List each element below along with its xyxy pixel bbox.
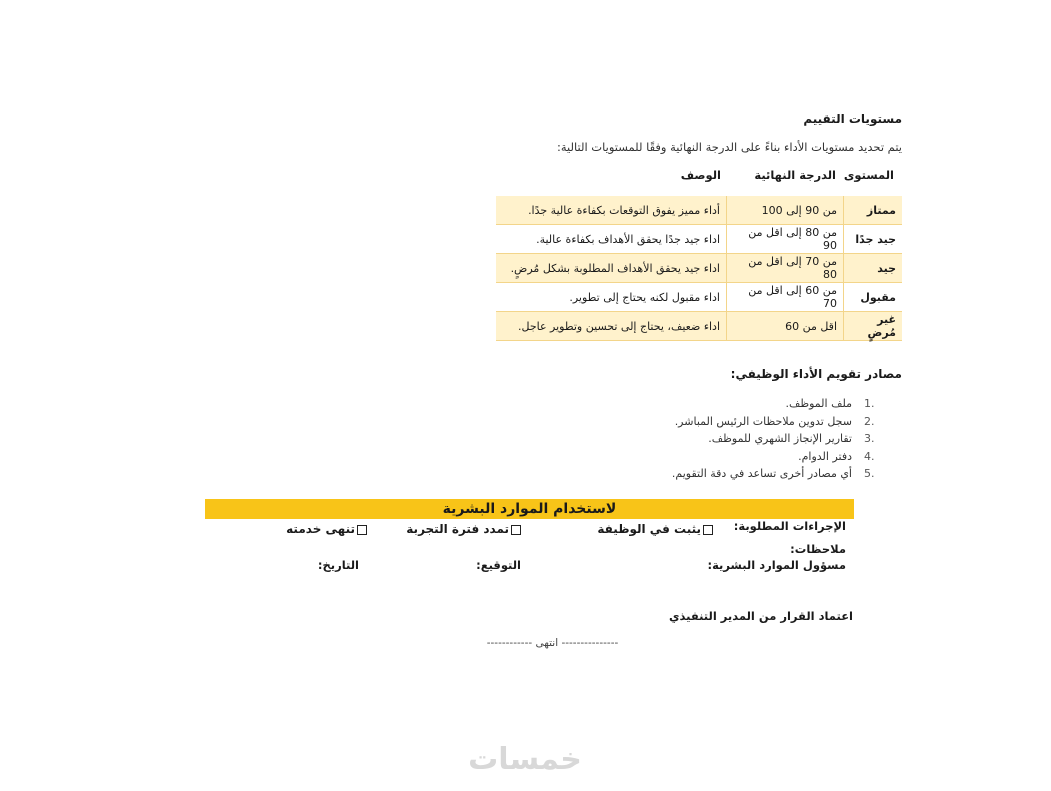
list-item: [560, 448, 880, 466]
header-desc: الوصف: [680, 168, 721, 182]
desc-cell: اداء جيد جدًا يحقق الأهداف بكفاءة عالية.: [496, 225, 727, 254]
level-cell: مقبول: [844, 283, 903, 312]
level-cell: جيد: [844, 254, 903, 283]
desc-cell: اداء جيد يحقق الأهداف المطلوبة بشكل مُرضٍ.: [496, 254, 727, 283]
desc-cell: اداء ضعيف، يحتاج إلى تحسين وتطوير عاجل.: [496, 312, 727, 341]
item-text: سجل تدوين ملاحظات الرئيس المباشر.: [674, 414, 852, 428]
checkbox-icon[interactable]: [703, 525, 713, 535]
desc-cell: أداء مميز يفوق التوقعات بكفاءة عالية جدًا.: [496, 196, 727, 225]
header-grade: الدرجة النهائية: [754, 168, 836, 182]
notes-label: ملاحظات:: [790, 542, 846, 556]
evaluation-intro: يتم تحديد مستويات الأداء بناءً على الدرجة النهائية وفقًا للمستويات التالية:: [556, 140, 902, 154]
option-confirm-label: يثبت في الوظيفة: [597, 522, 701, 536]
table-row: [496, 254, 902, 283]
grade-cell: من 80 إلى اقل من 90: [727, 225, 844, 254]
signature-label: التوقيع:: [476, 558, 521, 572]
evaluation-title: مستويات التقييم: [803, 112, 902, 126]
level-cell: غير مُرضٍ: [844, 312, 903, 341]
table-row: [496, 312, 902, 341]
table-row: [496, 283, 902, 312]
header-level: المستوى: [843, 168, 894, 182]
list-item: [560, 430, 880, 448]
levels-table-header: [496, 166, 902, 186]
item-number: .3: [864, 432, 875, 445]
item-number: .2: [864, 414, 875, 428]
hr-section-bar: لاستخدام الموارد البشرية: [205, 499, 854, 519]
grade-cell: من 60 إلى اقل من 70: [727, 283, 844, 312]
sources-title: مصادر تقويم الأداء الوظيفي:: [730, 367, 902, 381]
item-text: دفتر الدوام.: [798, 449, 852, 463]
levels-table: [496, 196, 902, 341]
checkbox-icon[interactable]: [357, 525, 367, 535]
sources-list: [560, 395, 880, 483]
item-text: أي مصادر أخرى تساعد في دقة التقويم.: [671, 467, 852, 480]
option-extend-label: تمدد فترة التجربة: [406, 522, 509, 536]
list-item: [560, 465, 880, 483]
list-item: [560, 413, 880, 431]
watermark-logo: خمسات: [468, 742, 582, 777]
item-text: تقارير الإنجاز الشهري للموظف.: [708, 432, 852, 445]
hr-officer-label: مسؤول الموارد البشرية:: [707, 558, 846, 572]
date-label: التاريخ:: [317, 558, 359, 572]
table-row: [496, 196, 902, 225]
item-number: .5: [864, 467, 875, 480]
approval-title: اعتماد القرار من المدير التنفيذي: [668, 609, 853, 623]
end-line: --------------- انتهى ------------: [486, 637, 619, 649]
option-terminate-label: تنهى خدمته: [286, 522, 355, 536]
list-item: [560, 395, 880, 413]
item-number: .1: [864, 397, 875, 410]
option-confirm[interactable]: [597, 522, 713, 536]
grade-cell: اقل من 60: [727, 312, 844, 341]
option-extend[interactable]: [406, 522, 521, 536]
level-cell: جيد جدًا: [844, 225, 903, 254]
item-number: .4: [864, 449, 875, 463]
checkbox-icon[interactable]: [511, 525, 521, 535]
actions-label: الإجراءات المطلوبة:: [733, 519, 846, 533]
desc-cell: اداء مقبول لكنه يحتاج إلى تطوير.: [496, 283, 727, 312]
grade-cell: من 90 إلى 100: [727, 196, 844, 225]
level-cell: ممتاز: [844, 196, 903, 225]
grade-cell: من 70 إلى اقل من 80: [727, 254, 844, 283]
option-terminate[interactable]: [286, 522, 367, 536]
table-row: [496, 225, 902, 254]
item-text: ملف الموظف.: [785, 397, 852, 410]
